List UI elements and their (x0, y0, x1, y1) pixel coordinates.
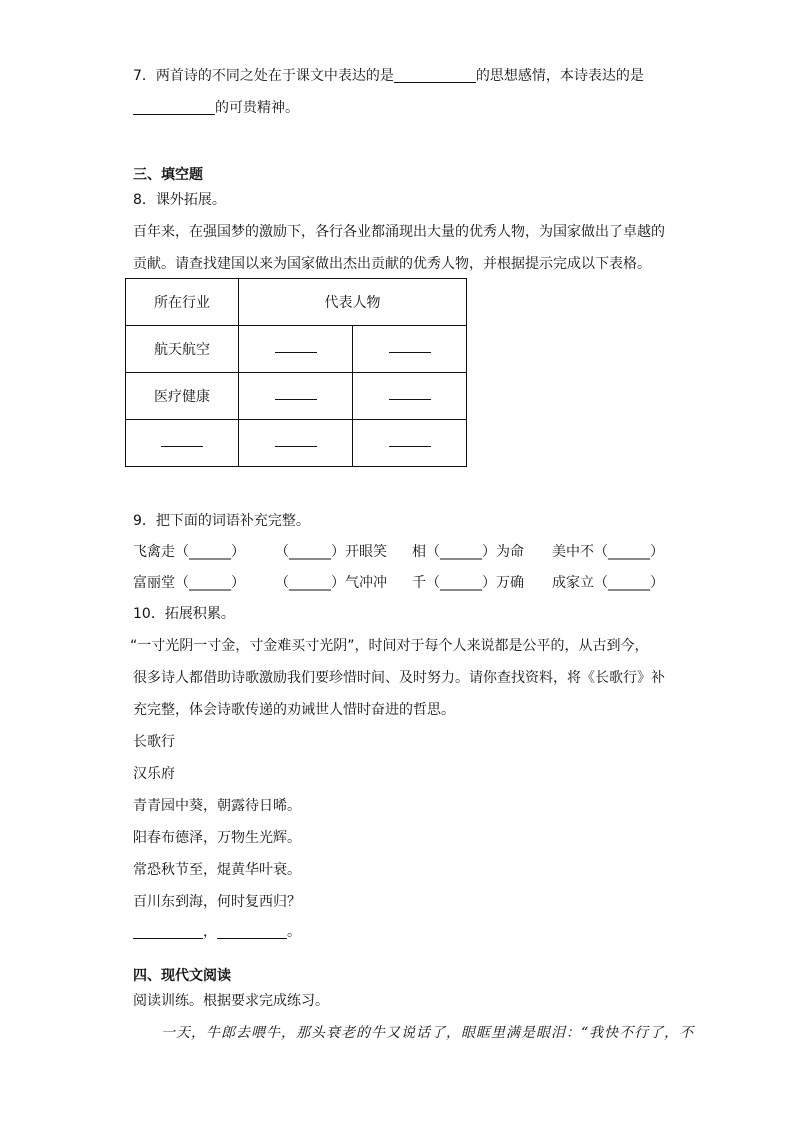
story-text-line: 一天，牛郎去喂牛，那头衰老的牛又说话了，眼眶里满是眼泪：“我快不行了，不 (161, 1025, 695, 1041)
idiom-blank-item[interactable]: 千（______）万确 (412, 575, 524, 591)
poem-line: 阳春布德泽，万物生光辉。 (133, 830, 301, 846)
idiom-blank-item[interactable]: （______）气冲冲 (275, 575, 387, 591)
poem-author: 汉乐府 (133, 766, 175, 782)
poem-title: 长歌行 (133, 734, 175, 750)
q8-paragraph-line2: 贡献。请查找建国以来为国家做出杰出贡献的优秀人物，并根据提示完成以下表格。 (133, 256, 651, 272)
poem-line: 青青园中葵，朝露待日晞。 (133, 798, 301, 814)
answer-blank[interactable] (389, 436, 431, 447)
poem-line: 百川东到海，何时复西归？ (133, 894, 301, 910)
q10-title: 10．拓展积累。 (133, 606, 235, 622)
q7-line1 (133, 66, 644, 86)
table-header-row (126, 279, 467, 326)
table-cell[interactable] (239, 420, 353, 467)
q7-text-part1: 7．两首诗的不同之处在于课文中表达的是 (133, 68, 394, 84)
q9-row1 (133, 542, 693, 562)
reading-intro: 阅读训练。根据要求完成练习。 (133, 993, 329, 1009)
table-cell[interactable] (353, 326, 467, 373)
idiom-blank-item[interactable]: （______）开眼笑 (275, 544, 387, 560)
q10-paragraph-line2: 很多诗人都借助诗歌激励我们要珍惜时间、及时努力。请你查找资料，将《长歌行》补 (133, 670, 665, 686)
section3-title: 三、填空题 (133, 167, 203, 183)
idiom-blank-item[interactable]: 相（______）为命 (412, 544, 524, 560)
q9-row2 (133, 573, 693, 593)
answer-blank[interactable] (389, 389, 431, 400)
poem-fill-line (133, 922, 301, 942)
header-people: 代表人物 (239, 279, 467, 326)
q7-line2 (133, 98, 299, 118)
answer-blank[interactable] (275, 436, 317, 447)
q7-text-part3: 的可贵精神。 (215, 100, 299, 116)
poem-line: 常恐秋节至，焜黄华叶衰。 (133, 862, 301, 878)
poem-period: 。 (287, 924, 301, 940)
poem-answer-blank-2[interactable] (217, 924, 287, 939)
table-row (126, 326, 467, 373)
table-cell[interactable] (239, 326, 353, 373)
header-industry: 所在行业 (126, 279, 239, 326)
row-industry-healthcare: 医疗健康 (126, 373, 239, 420)
idiom-blank-item[interactable]: 飞禽走（______） (133, 544, 245, 560)
poem-comma: ， (203, 924, 217, 940)
section4-title: 四、现代文阅读 (133, 968, 231, 984)
answer-blank[interactable] (275, 389, 317, 400)
row-industry-aerospace: 航天航空 (126, 326, 239, 373)
table-row (126, 373, 467, 420)
poem-answer-blank-1[interactable] (133, 924, 203, 939)
answer-blank[interactable] (161, 436, 203, 447)
q10-paragraph-line3: 充完整，体会诗歌传递的劝诫世人惜时奋进的哲思。 (133, 702, 455, 718)
answer-blank[interactable] (389, 342, 431, 353)
q9-title: 9．把下面的词语补充完整。 (133, 513, 310, 529)
q7-answer-blank-2[interactable] (133, 100, 215, 115)
q7-answer-blank-1[interactable] (394, 68, 476, 83)
q10-paragraph-line1: “一寸光阴一寸金，寸金难买寸光阴”，时间对于每个人来说都是公平的，从古到今， (130, 638, 649, 654)
answer-blank[interactable] (275, 342, 317, 353)
table-row (126, 420, 467, 467)
table-cell[interactable] (126, 420, 239, 467)
q7-text-part2: 的思想感情，本诗表达的是 (475, 68, 644, 84)
q8-paragraph-line1: 百年来，在强国梦的激励下，各行各业都涌现出大量的优秀人物，为国家做出了卓越的 (133, 224, 665, 240)
table-cell[interactable] (239, 373, 353, 420)
idiom-blank-item[interactable]: 成家立（______） (552, 575, 664, 591)
q8-title: 8．课外拓展。 (133, 192, 226, 208)
idiom-blank-item[interactable]: 美中不（______） (552, 544, 664, 560)
table-cell[interactable] (353, 420, 467, 467)
q8-table (125, 278, 467, 467)
table-cell[interactable] (353, 373, 467, 420)
idiom-blank-item[interactable]: 富丽堂（______） (133, 575, 245, 591)
